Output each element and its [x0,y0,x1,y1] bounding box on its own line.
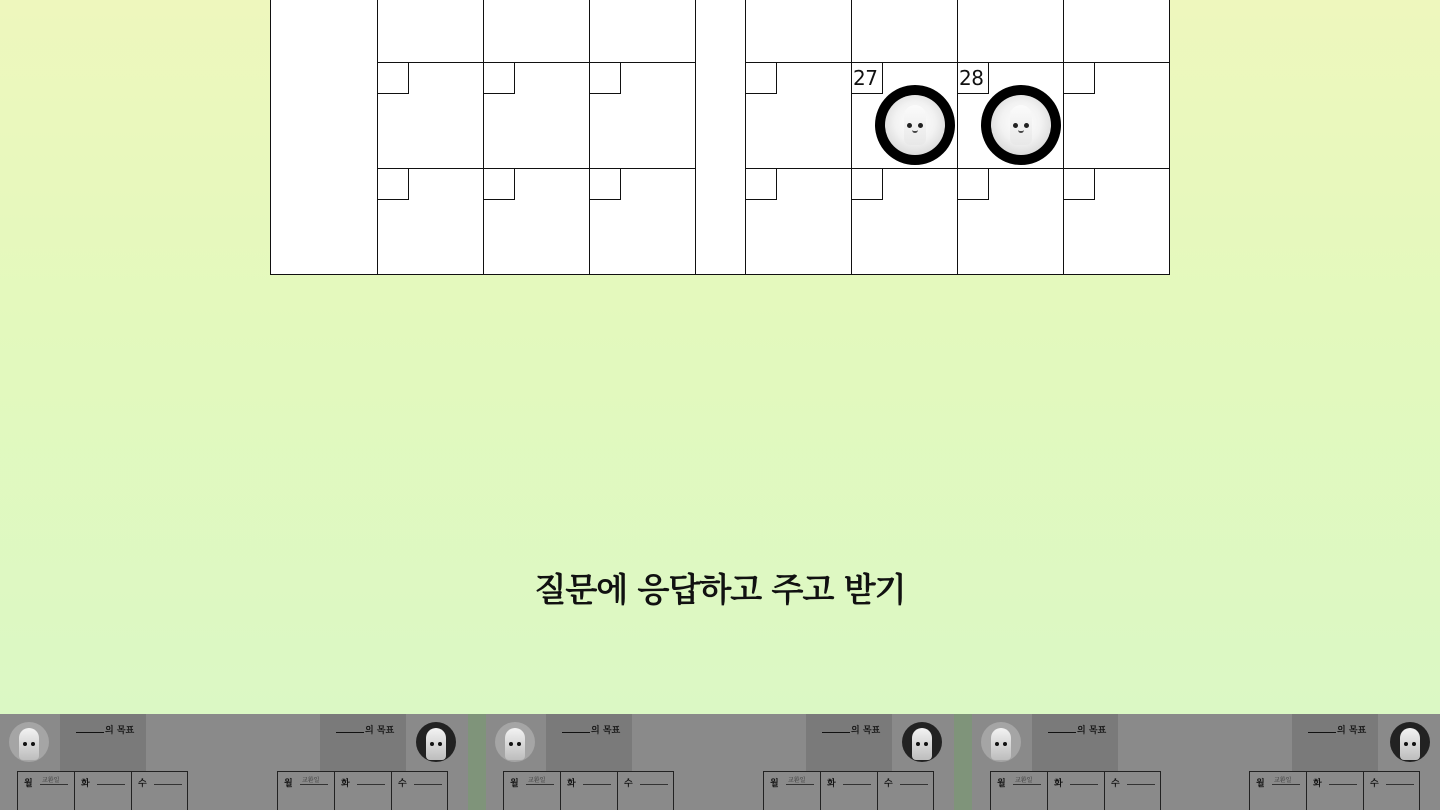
calendar-cell[interactable] [957,168,1064,275]
day-number-box [1063,168,1095,200]
ghost-face-icon [1390,722,1430,762]
calendar-cell[interactable] [377,0,484,63]
week-row: 월 교환일 화 수 [503,771,674,810]
worksheet-preview-strip[interactable] [0,714,1440,810]
day-number-box [589,62,621,94]
calendar-cell-27[interactable] [851,62,958,169]
week-row: 월 교환일 화 수 [990,771,1161,810]
calendar-cell[interactable] [1063,62,1170,169]
calendar-cell[interactable] [745,62,852,169]
worksheet-preview[interactable] [972,714,1440,810]
week-row: 월 교환일 화 수 [277,771,448,810]
calendar-cell[interactable] [745,168,852,275]
calendar-cell[interactable] [377,168,484,275]
calendar-grid [270,0,1170,275]
calendar-cell[interactable] [1063,0,1170,63]
ghost-face-icon [875,85,955,165]
week-row: 월 교환일 화 수 [1249,771,1420,810]
calendar-cell[interactable] [851,0,958,63]
calendar-cell[interactable] [851,168,958,275]
section-heading: 질문에 응답하고 주고 받기 [534,570,906,609]
calendar-cell[interactable] [957,0,1064,63]
day-number: 28 [957,62,989,94]
calendar-gap-column [695,0,746,275]
ghost-face-icon [495,722,535,762]
calendar-cell-28[interactable] [957,62,1064,169]
calendar-cell[interactable] [1063,168,1170,275]
day-number-box [1063,62,1095,94]
day-number-box [483,168,515,200]
week-row: 월 교환일 화 수 [17,771,188,810]
calendar-cell[interactable] [483,168,590,275]
calendar-cell[interactable] [589,62,696,169]
goal-label: 의 목표 [76,723,134,736]
ghost-face-icon [416,722,456,762]
calendar-cell[interactable] [745,0,852,63]
goal-label: 의 목표 [1048,723,1106,736]
goal-label: 의 목표 [562,723,620,736]
calendar-cell[interactable] [589,0,696,63]
day-number-box [377,168,409,200]
day-number: 27 [851,62,883,94]
calendar-cell[interactable] [483,0,590,63]
day-number-box [745,62,777,94]
day-number-box [589,168,621,200]
day-number-box [957,168,989,200]
week-row: 월 교환일 화 수 [763,771,934,810]
day-number-box [483,62,515,94]
calendar-cell[interactable] [589,168,696,275]
goal-label: 의 목표 [336,723,394,736]
worksheet-preview[interactable] [486,714,954,810]
calendar-side-column [270,0,378,275]
day-number-box [377,62,409,94]
goal-label: 의 목표 [1308,723,1366,736]
ghost-face-icon [981,85,1061,165]
calendar-cell[interactable] [377,62,484,169]
ghost-face-icon [981,722,1021,762]
calendar-cell[interactable] [483,62,590,169]
worksheet-preview[interactable] [0,714,468,810]
ghost-face-icon [9,722,49,762]
goal-label: 의 목표 [822,723,880,736]
day-number-box [745,168,777,200]
ghost-face-icon [902,722,942,762]
day-number-box [851,168,883,200]
